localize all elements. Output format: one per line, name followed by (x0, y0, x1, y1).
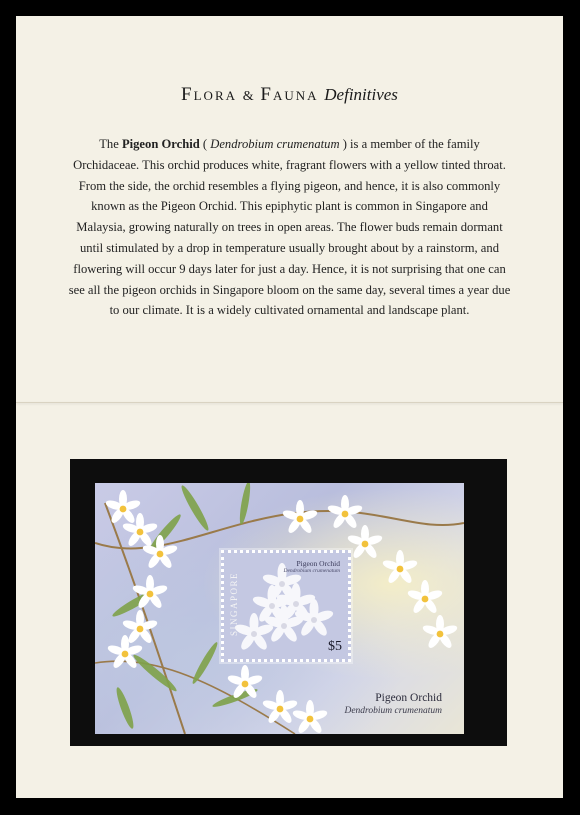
card-title (16, 84, 563, 106)
title-flora: Flora (181, 84, 238, 105)
stamp-value: $5 (328, 639, 342, 654)
stamp-mount (70, 459, 507, 746)
stamp-scientific-name: Dendrobium crumenatum (283, 568, 340, 574)
souvenir-sheet (95, 483, 464, 734)
sheet-caption-name: Pigeon Orchid (375, 692, 442, 704)
desc-lead: The (99, 137, 122, 151)
folder-card (16, 16, 563, 798)
stamp (221, 550, 351, 662)
stamp-name: Pigeon Orchid (296, 559, 340, 568)
desc-scientific-name: Dendrobium crumenatum (210, 137, 340, 151)
desc-common-name: Pigeon Orchid (121, 137, 200, 151)
stamp-country: SINGAPORE (229, 571, 240, 637)
title-ampersand: & (242, 89, 255, 104)
fold-line (16, 402, 563, 403)
desc-body: ) is a member of the family Orchidaceae. This orchid produces white, fragrant flowers with a yellow tinted throat. From the side, the orchid resembles a flying pigeon, and hence, it is also commonly known as the Pigeon Orchid. This epiphytic plant is common in Singapore and Malaysia, growing naturally on trees in open areas. The flower buds remain dormant until stimulated by a drop in temperature usually brought about by a rainstorm, and flowering will occur 9 days later for just a day. Hence, it is not surprising that one can see all the pigeon orchids in Singapore bloom on the same day, several times a year due to our climate. It is a widely cultivated ornamental and landscape plant. (68, 137, 511, 318)
desc-paren: ( (199, 137, 211, 151)
title-definitives: Definitives (324, 85, 398, 104)
sheet-caption-scientific-name: Dendrobium crumenatum (344, 706, 442, 716)
card-description (68, 134, 511, 321)
title-fauna: Fauna (260, 84, 319, 105)
